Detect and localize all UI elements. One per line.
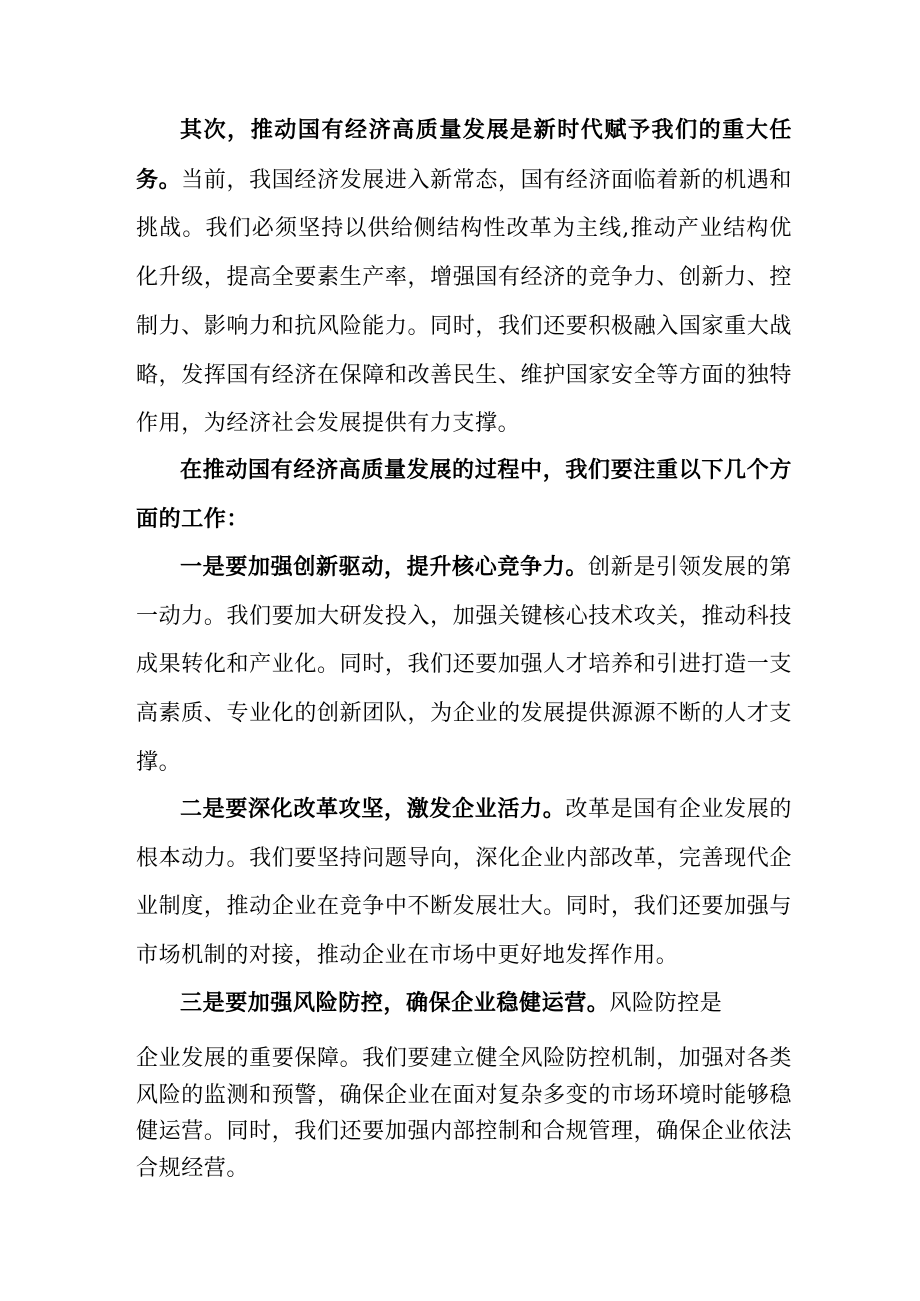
paragraph-body: 企业发展的重要保障。我们要建立健全风险防控机制，加强对各类风险的监测和预警，确保企业在面对复杂多变的市场环境时能够稳健运营。同时，我们还要加强内部控制和合规管理，确保企业依法合规经营。: [136, 1046, 792, 1181]
paragraph-lead: 在推动国有经济高质量发展的过程中，我们要注重以下几个方面的工作：: [136, 457, 792, 532]
paragraph-work-aspects: [136, 446, 792, 543]
paragraph-lead: 二是要深化改革攻坚，激发企业活力。: [180, 796, 566, 822]
paragraph-lead-tail: 风险防控是: [609, 991, 723, 1016]
paragraph-reform: [136, 785, 792, 981]
paragraph-high-quality-task: [136, 106, 792, 449]
paragraph-innovation: [136, 543, 792, 788]
paragraph-risk-body: [136, 1041, 792, 1187]
paragraph-lead: 其次，推动国有经济高质量发展是新时代赋予我们的重大任务。: [136, 117, 792, 193]
paragraph-lead: 一是要加强创新驱动，提升核心竞争力。: [180, 554, 589, 580]
paragraph-body: 创新是引领发展的第一动力。我们要加大研发投入，加强关键核心技术攻关，推动科技成果转化和产业化。同时，我们还要加强人才培养和引进打造一支高素质、专业化的创新团队，为企业的发展提供源源不断的人才支撑。: [136, 555, 792, 775]
paragraph-lead: 三是要加强风险防控，确保企业稳健运营。: [180, 990, 610, 1016]
paragraph-risk-lead: [136, 979, 792, 1029]
paragraph-body: 当前，我国经济发展进入新常态，国有经济面临着新的机遇和挑战。我们必须坚持以供给侧结构性改革为主线,推动产业结构优化升级，提高全要素生产率，增强国有经济的竞争力、创新力、控制力、影响力和抗风险能力。同时，我们还要积极融入国家重大战略，发挥国有经济在保障和改善民生、维护国家安全等方面的独特作用，为经济社会发展提供有力支撑。: [136, 167, 793, 437]
paragraph-body: 改革是国有企业发展的根本动力。我们要坚持问题导向，深化企业内部改革，完善现代企业制度，推动企业在竞争中不断发展壮大。同时，我们还要加强与市场机制的对接，推动企业在市场中更好地发挥作用。: [136, 797, 792, 969]
